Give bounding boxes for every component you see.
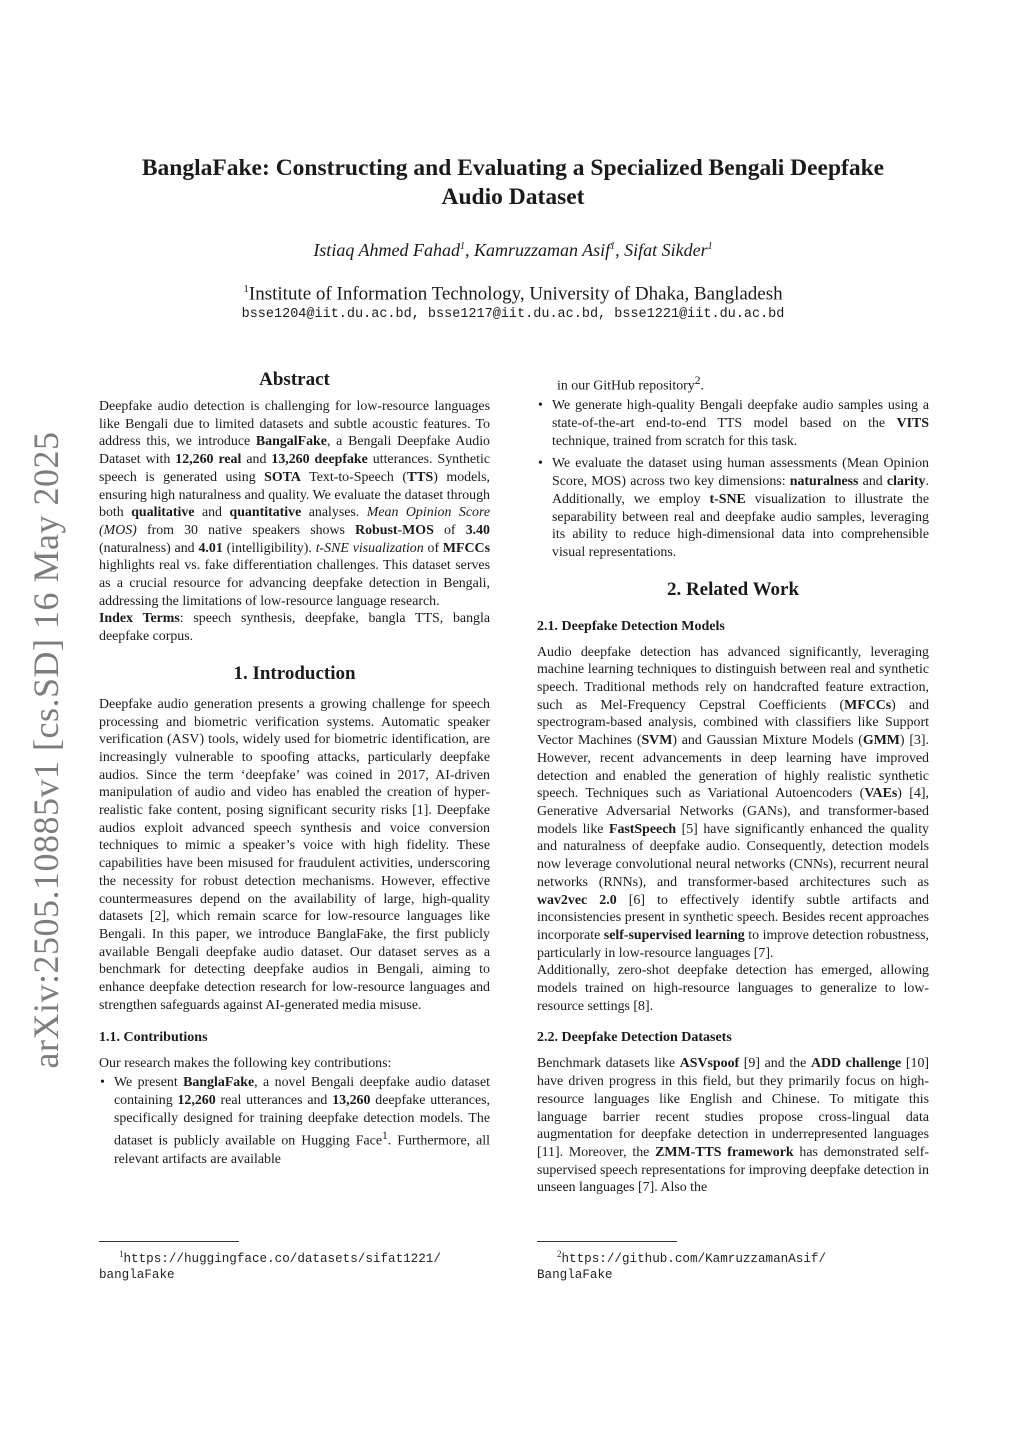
contributions-lead: Our research makes the following key contributions:	[99, 1055, 392, 1071]
index-terms	[99, 610, 490, 645]
related-work-paragraph	[537, 644, 929, 963]
paragraph-text-run: ) [4], Generative Adversarial Networks (GANs), and transformer-based models like	[537, 786, 929, 837]
footnote-line: banglaFake	[99, 1268, 175, 1283]
list-bold-run: 12,260	[177, 1092, 216, 1108]
list-text-run: We generate high-quality Bengali deepfake audio samples using a state-of-the-art end-to-end TTS model based on the	[552, 398, 929, 432]
footnote-1	[99, 1246, 490, 1283]
index-terms-label: Index Terms	[99, 611, 180, 627]
paper-title-line-1: BanglaFake: Constructing and Evaluating a Specialized Bengali Deepfake	[141, 155, 885, 181]
paragraph-bold-run: ASVspoof	[679, 1056, 740, 1072]
list-text-run: deepfake utterances, specifically designed for training deepfake detection models. The dataset is publicly available on Hugging Face	[114, 1092, 490, 1149]
abstract-bold-run: BangalFake	[255, 434, 327, 450]
abstract-text-run: Deepfake audio detection is challenging for low-resource languages like Bengali due to limited datasets and subtle acoustic features. To address this, we introduce	[99, 399, 490, 450]
list-text-run: .	[700, 378, 705, 394]
abstract-bold-run: quantitative	[229, 505, 302, 521]
footnote-url: https://huggingface.co/datasets/sifat1221/	[123, 1252, 441, 1267]
footnote-rule-right	[537, 1241, 677, 1242]
abstract-text-run: ) models, ensuring high naturalness and quality. We evaluate the dataset through both	[99, 469, 490, 521]
list-bold-run: t-SNE	[709, 491, 746, 507]
paragraph-text-run: ) and spectrogram-based analysis, combined with classifiers like Support Vector Machines (	[537, 697, 930, 749]
abstract-bold-run: TTS	[407, 469, 434, 485]
paragraph-text-run: [5] have significantly enhanced the quality and naturalness of deepfake audio. Consequently, detection models now leverage convolutional neural networks (CNNs), recurrent neural networks (RNNs), and transformer-based architectures such as	[537, 821, 929, 890]
abstract-text-run: of	[423, 540, 443, 556]
abstract-bold-run: 12,260 real	[175, 452, 242, 468]
paragraph-text-run: Benchmark datasets like	[537, 1056, 680, 1072]
paragraph-text-run: Audio deepfake detection has advanced significantly, leveraging machine learning techniques to distinguish between real and synthetic speech. Traditional methods rely on handcrafted feature extraction, such as Mel-Frequency Cepstral Coefficients (	[537, 644, 929, 713]
abstract-bold-run: qualitative	[131, 505, 195, 521]
related-work-paragraph	[537, 1055, 929, 1197]
footnote-line	[537, 1246, 929, 1267]
left-column	[99, 366, 490, 1173]
list-bold-run: clarity	[886, 474, 926, 490]
abstract-text-run: Text-to-Speech (	[300, 469, 407, 485]
footnote-rule-left	[99, 1241, 239, 1242]
list-bold-run: naturalness	[789, 474, 859, 490]
paragraph-text-run: ) and Gaussian Mixture Models (	[672, 733, 863, 749]
contribution-continuation	[537, 372, 929, 395]
affiliation-text: Institute of Information Technology, University of Dhaka, Bangladesh	[248, 283, 783, 305]
paragraph-bold-run: GMM	[862, 733, 900, 749]
footnote-line: BanglaFake	[537, 1268, 613, 1283]
footnote-mark: 1	[382, 1129, 388, 1143]
paragraph-text-run: to improve detection robustness, particularly in low-resource languages [7].	[537, 927, 929, 961]
abstract-text-run: and	[241, 452, 272, 468]
abstract-text-run: from 30 native speakers shows	[136, 522, 356, 538]
list-text-run: We present	[114, 1075, 184, 1091]
list-item	[537, 397, 929, 450]
author-list: Istiaq Ahmed Fahad$^1$, Kamruzzaman Asif$^1$, Sifat Sikder$^1$	[313, 240, 713, 260]
list-text-run: . Additionally, we employ	[552, 474, 929, 507]
author-emails: bsse1204@iit.du.ac.bd, bsse1217@iit.du.ac.bd, bsse1221@iit.du.ac.bd	[241, 307, 785, 322]
affiliation-mark: 1	[243, 283, 249, 295]
subsection-heading-detection-datasets: 2.2. Deepfake Detection Datasets	[537, 1030, 732, 1046]
abstract-text-run: highlights real vs. fake differentiation challenges. This dataset serves as a crucial resource for advancing deepfake detection in Bengali, addressing the limitations of low-resource language research.	[99, 558, 490, 609]
paragraph-bold-run: ZMM-TTS framework	[655, 1144, 794, 1160]
section-heading-introduction: 1. Introduction	[233, 662, 356, 684]
list-text-run: in our GitHub repository	[557, 378, 695, 394]
related-work-paragraph: Additionally, zero-shot deepfake detection has emerged, allowing models trained on high-resource languages to generalize to low-resource settings [8].	[537, 963, 929, 1014]
author-name: Kamruzzaman Asif	[473, 240, 611, 260]
list-text-run: real utterances and	[215, 1092, 333, 1108]
list-text-run: technique, trained from scratch for this task.	[552, 433, 798, 449]
paper-title-line-2: Audio Dataset	[441, 184, 585, 210]
list-item	[537, 455, 929, 561]
abstract-bold-run: Robust-MOS	[355, 522, 434, 538]
list-text-run: . Furthermore, all relevant artifacts are available	[114, 1133, 490, 1167]
footnote-mark: 2	[694, 374, 701, 387]
paragraph-bold-run: MFCCs	[844, 697, 892, 713]
paragraph-text-run: [10] have driven progress in this field, but they primarily focus on high-resource languages like English and Chinese. To mitigate this language barrier recent studies propose cross-lingual data augmentation for deepfake detection in underrepresented languages [11]. Moreover, the	[537, 1056, 930, 1160]
abstract-text-run: of	[433, 522, 466, 538]
arxiv-identifier-text: arXiv:2505.10885v1 [cs.SD] 16 May 2025	[26, 431, 66, 1069]
arxiv-identifier-stamp	[14, 431, 78, 1069]
paragraph-text-run: has demonstrated self-supervised speech representations for improving deepfake detection in unseen languages [7]. Also the	[537, 1144, 929, 1196]
author-affiliation-mark: 1	[459, 241, 465, 252]
index-terms-text: : speech synthesis, deepfake, bangla TTS, bangla deepfake corpus.	[99, 611, 490, 645]
author-name: Sifat Sikder	[624, 240, 708, 260]
paragraph-bold-run: FastSpeech	[608, 821, 677, 837]
abstract-text-run: (intelligibility).	[222, 540, 316, 556]
list-text-run: We evaluate the dataset using human assessments (Mean Opinion Score, MOS) across two key dimensions:	[552, 456, 929, 490]
author-affiliation-mark: 1	[610, 241, 616, 252]
abstract-text-run: and	[194, 505, 230, 521]
abstract-text-run: utterances. Synthetic speech is generated using	[99, 452, 490, 485]
paragraph-bold-run: self-supervised learning	[603, 927, 745, 943]
paragraph-bold-run: SVM	[641, 733, 673, 749]
abstract-bold-run: 4.01	[198, 540, 223, 556]
paper-title	[90, 154, 936, 212]
list-text-run: , a novel Bengali deepfake audio dataset containing	[114, 1075, 490, 1108]
section-heading-related-work: 2. Related Work	[666, 578, 800, 600]
introduction-paragraph: Deepfake audio generation presents a growing challenge for speech processing and biometric verification systems. Automatic speaker verification (ASV) tools, widely used for biometric identification, are increasingly vulnerable to spoofing attacks, particularly deepfake audios. Since the term ‘deepfake’ was coined in 2017, AI-driven manipulation of audio and video has enabled the creation of hyper-realistic fake content, posing significant security risks [1]. Deepfake audios exploit advanced speech synthesis and voice conversion techniques to mimic a speaker’s voice with high fidelity. These capabilities have been misused for fraudulent activities, underscoring the necessity for robust detection mechanisms. However, effective countermeasures depend on the availability of large, high-quality datasets [2], which remain scarce for low-resource languages like Bengali. In this paper, we introduce BanglaFake, the first publicly available Bengali deepfake audio dataset. Our dataset serves as a benchmark for detecting deepfake audios in Bengali, aiming to enhance deepfake detection research for low-resource languages and strengthen safeguards against AI-generated media misuse.	[99, 696, 490, 1013]
paragraph-bold-run: VAEs	[864, 786, 898, 802]
paragraph-text-run: [6] to effectively identify subtle artifacts and inconsistencies present in synthetic speech. Besides recent approaches incorporate	[537, 892, 929, 943]
abstract-text-run: , a Bengali Deepfake Audio Dataset with	[99, 434, 491, 468]
abstract-italic-run: t-SNE visualization	[315, 540, 424, 556]
list-bold-run: 13,260	[332, 1092, 371, 1108]
abstract-text	[99, 398, 490, 610]
right-column	[537, 372, 929, 1197]
abstract-bold-run: MFCCs	[442, 540, 490, 556]
subsection-heading-contributions: 1.1. Contributions	[99, 1029, 208, 1045]
list-bold-run: BanglaFake	[183, 1075, 255, 1091]
subsection-heading-detection-models: 2.1. Deepfake Detection Models	[537, 618, 725, 634]
list-item	[99, 1074, 490, 1168]
paragraph-bold-run: ADD challenge	[810, 1056, 902, 1072]
abstract-bold-run: 13,260 deepfake	[271, 452, 368, 468]
author-affiliation-mark: 1	[707, 241, 713, 252]
paragraph-text-run: [9] and the	[739, 1056, 811, 1072]
footnote-mark: 2	[557, 1249, 562, 1259]
contributions-list-continued	[537, 397, 929, 561]
list-text-run: visualization to illustrate the separability between real and deepfake audio samples, leveraging its ability to reduce high-dimensional data into comprehensible visual representations.	[552, 491, 929, 560]
abstract-heading: Abstract	[259, 369, 330, 390]
footnote-line	[99, 1246, 490, 1267]
affiliation	[90, 276, 936, 307]
footnote-2	[537, 1246, 929, 1283]
abstract-italic-run: Mean Opinion Score (MOS)	[99, 505, 490, 538]
footnote-mark: 1	[119, 1249, 124, 1259]
footnote-url: https://github.com/KamruzzamanAsif/	[561, 1252, 827, 1267]
abstract-text-run: analyses.	[301, 505, 367, 521]
author-name: Istiaq Ahmed Fahad	[313, 240, 460, 260]
abstract-text-run: (naturalness) and	[99, 540, 199, 556]
list-text-run: and	[858, 474, 887, 490]
contributions-list	[99, 1074, 490, 1168]
paragraph-text-run: ) [3]. However, recent advancements in deep learning have improved detection and enabled the generation of highly realistic synthetic speech. Techniques such as Variational Autoencoders (	[537, 733, 929, 802]
abstract-bold-run: 3.40	[465, 522, 490, 538]
abstract-bold-run: SOTA	[264, 469, 301, 485]
list-bold-run: VITS	[896, 416, 929, 432]
paragraph-bold-run: wav2vec 2.0	[537, 892, 617, 908]
